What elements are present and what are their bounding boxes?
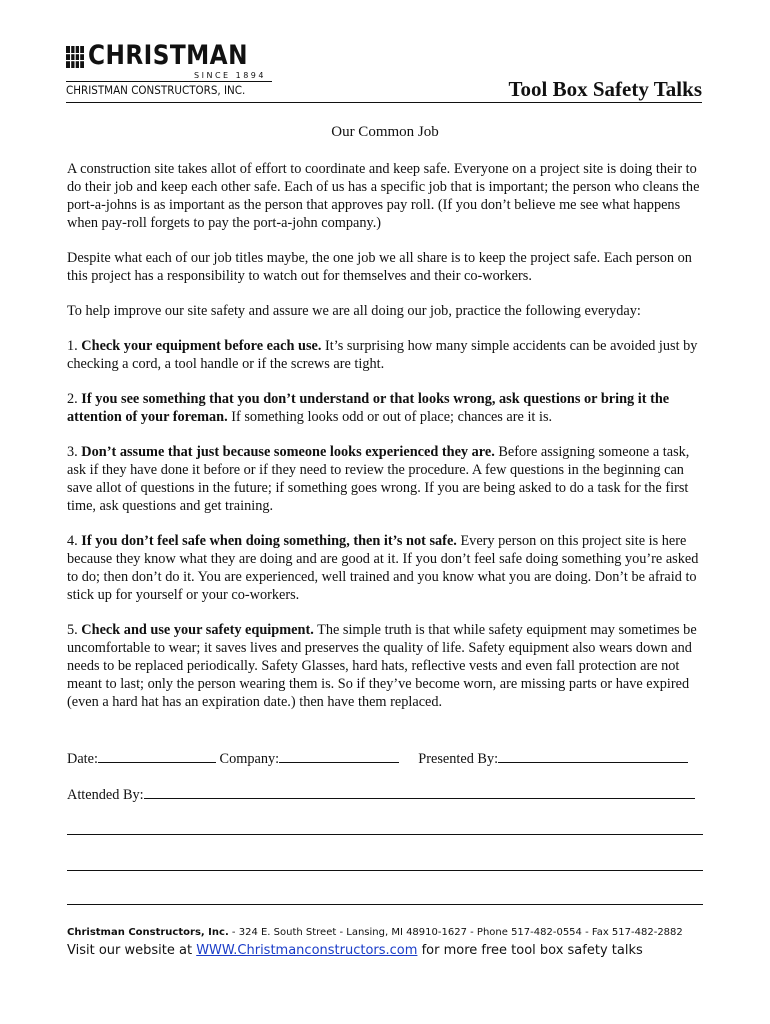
footer-website-line: Visit our website at WWW.Christmanconstructors.com for more free tool box safety talks (67, 943, 643, 958)
intro-paragraph: A construction site takes allot of effort to coordinate and keep safe. Everyone on a project site is doing their to do their job and keep each other safe. Each of us has a specific job that is important; the person who cleans the port-a-johns is as important as the person that approves pay roll. (If you don’t believe me see what happens when pay-roll forgets to pay the port-a-john company.) (67, 161, 700, 231)
attendee-line[interactable] (67, 834, 703, 835)
website-link[interactable]: WWW.Christmanconstructors.com (196, 943, 418, 958)
list-item: 1. Check your equipment before each use. It’s surprising how many simple accidents can be avoided just by checking a cord, a tool handle or if the screws are tight. (67, 338, 698, 372)
list-item: 4. If you don’t feel safe when doing something, then it’s not safe. Every person on this project site is here because they know what they are doing and are good at it. If you don’t feel safe doing something you’re asked to do; then don’t do it. You are experienced, well trained and you know what you are doing. Don’t be afraid to stick up for yourself or your co-workers. (67, 533, 699, 603)
talk-subtitle: Our Common Job (331, 124, 439, 140)
company-logo (66, 40, 276, 100)
list-item-lead: Check your equipment before each use. (81, 338, 322, 354)
practice-paragraph: To help improve our site safety and assure we are all doing our job, practice the following everyday: (67, 303, 641, 319)
list-item-lead: If you don’t feel safe when doing something, then it’s not safe. (81, 533, 457, 549)
list-item-lead: Check and use your safety equipment. (81, 622, 314, 638)
header-divider (66, 102, 702, 103)
form-row-attended (67, 784, 695, 804)
company-field[interactable] (279, 748, 399, 763)
form-row-date-company-presenter (67, 748, 688, 768)
logo-grid-icon (66, 46, 84, 68)
logo-name: CHRISTMAN (88, 40, 248, 71)
shared-job-paragraph: Despite what each of our job titles maybe, the one job we all share is to keep the project safe. Each person on this project has a responsibility to watch out for themselves and their co-workers. (67, 250, 692, 284)
attendee-line[interactable] (67, 904, 703, 905)
footer-contact (67, 926, 707, 940)
list-item: 2. If you see something that you don’t understand or that looks wrong, ask questions or bring it the attention of your foreman. If something looks odd or out of place; chances are it is. (67, 391, 670, 425)
logo-company-name: CHRISTMAN CONSTRUCTORS, INC. (66, 83, 246, 97)
date-field[interactable] (98, 748, 216, 763)
document-title: Tool Box Safety Talks (508, 77, 702, 101)
talk-body (67, 160, 707, 728)
footer-company: Christman Constructors, Inc. (67, 927, 229, 938)
list-item: 3. Don’t assume that just because someone looks experienced they are. Before assigning someone a task, ask if they have done it before or if they need to review the procedure. A few questions in the beginning can save allot of questions in the future; if something goes wrong. If you are being asked to do a task for the first time, ask questions and get training. (67, 444, 690, 514)
presented-by-field[interactable] (498, 748, 688, 763)
list-item: 5. Check and use your safety equipment. The simple truth is that while safety equipment may sometimes be uncomfortable to wear; it saves lives and preserves the quality of life. Safety equipment also wears down and needs to be replaced periodically. Safety Glasses, hard hats, reflective vests and even fall protection are not meant to last; only the person wearing them is. So if they’ve become worn, are missing parts or have expired (even a hard hat has an expiration date.) then have them replaced. (67, 622, 697, 710)
list-item-lead: If you see something that you don’t understand or that looks wrong, ask questions or bring it the attention of your foreman. (67, 391, 670, 425)
attendee-line[interactable] (67, 870, 703, 871)
date-label: Date: (67, 751, 98, 767)
logo-since: SINCE 1894 (194, 71, 266, 80)
presented-by-label: Presented By: (418, 751, 499, 767)
company-label: Company: (219, 751, 280, 767)
list-item-lead: Don’t assume that just because someone looks experienced they are. (81, 444, 495, 460)
attended-by-label: Attended By: (67, 787, 144, 803)
attended-by-field[interactable] (144, 784, 695, 799)
page-footer (67, 926, 707, 960)
footer-address: - 324 E. South Street - Lansing, MI 48910-1627 - Phone 517-482-0554 - Fax 517-482-2882 (228, 927, 683, 938)
